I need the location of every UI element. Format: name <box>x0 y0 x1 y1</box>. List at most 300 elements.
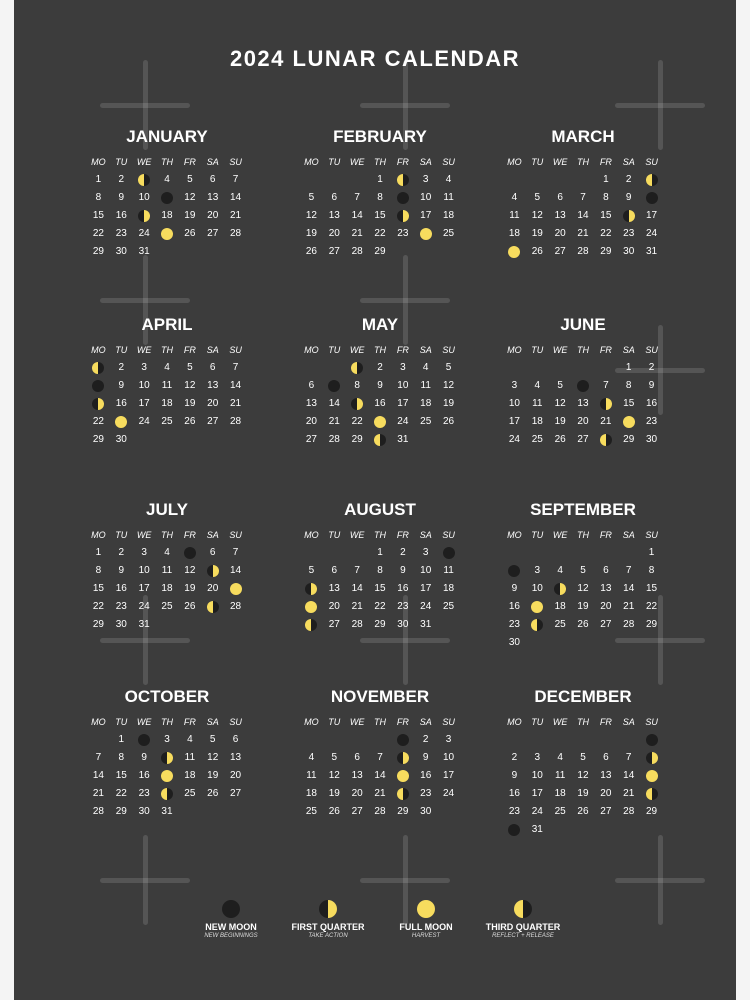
day-cell: 21 <box>230 398 242 409</box>
day-cell: 6 <box>331 565 338 576</box>
day-cell: 1 <box>603 174 609 185</box>
day-cell: 25 <box>443 228 455 239</box>
empty-cell <box>549 731 572 749</box>
day-cell: 11 <box>161 380 173 391</box>
empty-cell <box>300 171 323 189</box>
day-cell: 6 <box>354 752 360 763</box>
weekday-header: SU <box>442 345 455 355</box>
day-cell: 3 <box>534 565 541 576</box>
day-cell: 16 <box>420 770 432 781</box>
day-cell: 9 <box>141 752 147 763</box>
weekday-header: TH <box>160 345 173 355</box>
day-cell: 29 <box>92 246 104 257</box>
month-grid <box>300 341 460 449</box>
day-cell: 17 <box>138 398 150 409</box>
empty-cell <box>549 359 572 377</box>
day-cell: 12 <box>207 752 219 763</box>
weekday-header: WE <box>136 530 152 540</box>
month-grid <box>503 341 663 449</box>
day-cell: 28 <box>374 806 386 817</box>
first-moon-icon <box>92 398 104 410</box>
day-cell: 26 <box>577 806 589 817</box>
day-cell: 13 <box>600 770 612 781</box>
day-cell: 5 <box>187 174 193 185</box>
day-cell: 2 <box>422 734 429 745</box>
month-august <box>300 500 460 634</box>
day-cell: 4 <box>164 362 170 373</box>
first-moon-icon <box>397 210 409 222</box>
empty-cell <box>572 171 595 189</box>
month-february <box>300 127 460 261</box>
weekday-header: SA <box>206 717 219 727</box>
day-cell: 9 <box>118 380 125 391</box>
day-cell: 4 <box>422 362 429 373</box>
day-cell: 16 <box>115 210 127 221</box>
day-cell: 10 <box>397 380 409 391</box>
first-moon-icon <box>623 210 635 222</box>
day-cell: 20 <box>328 601 340 612</box>
day-cell: 7 <box>232 362 239 373</box>
weekday-header: SA <box>206 345 219 355</box>
empty-cell <box>526 544 549 562</box>
day-cell: 25 <box>420 416 432 427</box>
day-cell: 30 <box>646 434 658 445</box>
day-cell: 10 <box>138 565 150 576</box>
day-cell: 6 <box>209 174 216 185</box>
day-cell: 15 <box>374 210 386 221</box>
day-cell: 27 <box>328 246 340 257</box>
day-cell: 12 <box>531 210 543 221</box>
day-cell: 17 <box>508 416 520 427</box>
month-october <box>87 687 247 821</box>
weekday-header: WE <box>349 345 365 355</box>
day-cell-moon <box>503 562 526 580</box>
day-cell: 6 <box>209 547 216 558</box>
day-cell: 29 <box>600 246 612 257</box>
empty-cell <box>549 171 572 189</box>
day-cell: 23 <box>623 228 635 239</box>
day-cell: 31 <box>138 246 150 257</box>
day-cell: 31 <box>161 806 173 817</box>
day-cell: 25 <box>161 416 173 427</box>
day-cell: 19 <box>554 416 566 427</box>
first-moon-icon <box>305 583 317 595</box>
day-cell: 13 <box>577 398 589 409</box>
day-cell: 10 <box>508 398 520 409</box>
weekday-header: MO <box>91 157 106 167</box>
first-moon-icon <box>554 583 566 595</box>
month-january <box>87 127 247 261</box>
day-cell: 3 <box>511 380 518 391</box>
new-moon-icon <box>328 380 340 392</box>
weekday-header: FR <box>396 345 409 355</box>
weekday-header: FR <box>183 717 196 727</box>
day-cell-moon <box>178 544 201 562</box>
day-cell: 31 <box>646 246 658 257</box>
day-cell: 17 <box>646 210 658 221</box>
weekday-header: TH <box>160 717 173 727</box>
day-cell-moon <box>156 785 179 803</box>
day-cell: 19 <box>531 228 543 239</box>
empty-cell <box>323 544 346 562</box>
day-cell: 3 <box>534 752 541 763</box>
day-cell: 23 <box>138 788 150 799</box>
day-cell: 30 <box>115 434 127 445</box>
empty-cell <box>503 544 526 562</box>
day-cell: 28 <box>577 246 589 257</box>
day-cell: 30 <box>623 246 635 257</box>
day-cell: 17 <box>443 770 455 781</box>
day-cell: 26 <box>443 416 455 427</box>
weekday-header: MO <box>507 530 522 540</box>
day-cell: 31 <box>138 619 150 630</box>
day-cell: 4 <box>534 380 541 391</box>
month-grid <box>300 153 460 261</box>
day-cell: 13 <box>230 752 242 763</box>
day-cell: 4 <box>164 174 170 185</box>
day-cell: 27 <box>600 619 612 630</box>
day-cell: 10 <box>531 770 543 781</box>
day-cell: 29 <box>374 246 386 257</box>
month-grid <box>87 526 247 634</box>
day-cell: 12 <box>554 398 566 409</box>
day-cell: 1 <box>377 547 383 558</box>
legend-sublabel: REFLECT + RELEASE <box>492 933 554 939</box>
day-cell-moon <box>133 207 156 225</box>
day-cell: 13 <box>207 380 219 391</box>
weekday-header: MO <box>304 157 319 167</box>
day-cell: 9 <box>400 565 406 576</box>
legend-sublabel: TAKE ACTION <box>308 933 348 939</box>
day-cell: 6 <box>603 565 609 576</box>
day-cell: 15 <box>646 583 658 594</box>
weekday-header: SA <box>419 717 432 727</box>
weekday-header: TU <box>531 157 544 167</box>
day-cell: 21 <box>351 601 363 612</box>
day-cell: 1 <box>95 174 102 185</box>
decorative-cross-bar <box>143 835 148 925</box>
day-cell: 5 <box>580 565 586 576</box>
day-cell: 17 <box>531 788 543 799</box>
day-cell: 14 <box>351 583 363 594</box>
day-cell: 19 <box>577 601 589 612</box>
day-cell: 20 <box>577 416 589 427</box>
day-cell: 29 <box>351 434 363 445</box>
decorative-cross-bar <box>658 835 663 925</box>
weekday-header: SU <box>442 530 455 540</box>
weekday-header: TH <box>576 345 589 355</box>
weekday-header: MO <box>304 345 319 355</box>
empty-cell <box>300 731 323 749</box>
day-cell-moon <box>640 189 663 207</box>
day-cell: 24 <box>138 601 150 612</box>
day-cell: 6 <box>209 362 216 373</box>
day-cell: 11 <box>420 380 431 391</box>
weekday-header: WE <box>552 345 568 355</box>
first-moon-icon <box>319 900 337 918</box>
third-moon-icon <box>600 434 612 446</box>
empty-cell <box>572 359 595 377</box>
weekday-header: TH <box>160 157 173 167</box>
weekday-header: TU <box>328 345 341 355</box>
weekday-header: WE <box>552 530 568 540</box>
day-cell: 21 <box>230 210 242 221</box>
full-moon-icon <box>508 246 520 258</box>
month-grid <box>503 153 663 261</box>
new-moon-icon <box>222 900 240 918</box>
empty-cell <box>594 544 617 562</box>
third-moon-icon <box>161 788 173 800</box>
weekday-header: SU <box>229 157 242 167</box>
weekday-header: MO <box>304 530 319 540</box>
first-moon-icon <box>646 752 658 764</box>
day-cell-moon <box>87 395 110 413</box>
day-cell: 16 <box>508 788 520 799</box>
empty-cell <box>323 171 346 189</box>
day-cell: 19 <box>577 788 589 799</box>
day-cell: 3 <box>422 174 429 185</box>
day-cell: 20 <box>554 228 566 239</box>
day-cell: 10 <box>420 192 432 203</box>
day-cell: 18 <box>443 583 455 594</box>
legend-label: FIRST QUARTER <box>291 922 365 932</box>
weekday-header: MO <box>507 717 522 727</box>
day-cell: 12 <box>305 210 317 221</box>
day-cell: 7 <box>603 380 609 391</box>
day-cell: 11 <box>161 565 173 576</box>
day-cell: 1 <box>118 734 125 745</box>
day-cell: 31 <box>397 434 409 445</box>
day-cell: 23 <box>420 788 432 799</box>
day-cell-moon <box>201 598 224 616</box>
full-moon-icon <box>623 416 635 428</box>
day-cell: 22 <box>374 228 386 239</box>
day-cell: 3 <box>141 547 147 558</box>
day-cell: 25 <box>554 619 566 630</box>
day-cell: 29 <box>623 434 635 445</box>
weekday-header: MO <box>304 717 319 727</box>
day-cell: 7 <box>95 752 102 763</box>
day-cell-moon <box>437 544 460 562</box>
day-cell-moon <box>300 598 323 616</box>
month-september <box>503 500 663 652</box>
day-cell: 2 <box>511 752 518 763</box>
first-moon-icon <box>207 565 219 577</box>
day-cell: 24 <box>420 601 432 612</box>
day-cell: 29 <box>374 619 386 630</box>
weekday-header: MO <box>91 717 106 727</box>
weekday-header: TH <box>373 717 386 727</box>
day-cell: 28 <box>351 246 363 257</box>
day-cell-moon <box>640 749 663 767</box>
day-cell: 16 <box>374 398 386 409</box>
day-cell: 13 <box>328 210 340 221</box>
day-cell: 8 <box>95 192 102 203</box>
day-cell: 23 <box>646 416 658 427</box>
full-moon-icon <box>646 770 658 782</box>
third-moon-icon <box>646 788 658 800</box>
day-cell: 14 <box>623 770 635 781</box>
day-cell: 12 <box>577 583 589 594</box>
weekday-header: TH <box>373 345 386 355</box>
month-grid <box>503 713 663 839</box>
day-cell: 14 <box>230 380 242 391</box>
first-moon-icon <box>161 752 173 764</box>
day-cell: 7 <box>377 752 383 763</box>
day-cell: 3 <box>445 734 452 745</box>
day-cell: 23 <box>397 601 409 612</box>
day-cell: 22 <box>92 228 104 239</box>
third-moon-icon <box>531 619 543 631</box>
day-cell: 2 <box>648 362 655 373</box>
day-cell: 27 <box>351 806 363 817</box>
day-cell: 7 <box>625 565 632 576</box>
weekday-header: WE <box>136 157 152 167</box>
full-moon-icon <box>420 228 432 240</box>
day-cell: 24 <box>508 434 520 445</box>
day-cell: 13 <box>305 398 317 409</box>
first-moon-icon <box>138 210 150 222</box>
day-cell: 30 <box>138 806 150 817</box>
day-cell-moon <box>640 767 663 785</box>
day-cell: 20 <box>207 583 219 594</box>
new-moon-icon <box>397 734 409 746</box>
day-cell: 24 <box>138 416 150 427</box>
day-cell: 5 <box>187 362 193 373</box>
day-cell: 28 <box>623 806 635 817</box>
weekday-header: TU <box>328 157 341 167</box>
day-cell: 6 <box>331 192 338 203</box>
day-cell: 16 <box>115 398 127 409</box>
day-cell: 26 <box>305 246 317 257</box>
new-moon-icon <box>161 192 173 204</box>
day-cell: 2 <box>377 362 383 373</box>
day-cell: 27 <box>577 434 589 445</box>
day-cell: 6 <box>232 734 239 745</box>
month-title: NOVEMBER <box>330 687 430 706</box>
month-grid <box>87 341 247 449</box>
day-cell-moon <box>549 580 572 598</box>
weekday-header: TU <box>115 157 128 167</box>
day-cell: 9 <box>511 583 518 594</box>
day-cell: 12 <box>184 565 196 576</box>
day-cell: 7 <box>354 565 360 576</box>
day-cell-moon <box>640 785 663 803</box>
day-cell: 11 <box>443 192 454 203</box>
day-cell: 29 <box>92 619 104 630</box>
weekday-header: SA <box>419 345 432 355</box>
month-title: JUNE <box>560 315 606 334</box>
day-cell: 22 <box>374 601 386 612</box>
weekday-header: TU <box>531 345 544 355</box>
weekday-header: SU <box>645 157 658 167</box>
day-cell: 18 <box>554 788 566 799</box>
day-cell: 19 <box>305 228 317 239</box>
third-moon-icon <box>397 788 409 800</box>
day-cell: 24 <box>443 788 455 799</box>
day-cell: 18 <box>420 398 432 409</box>
day-cell-moon <box>617 413 640 431</box>
day-cell: 30 <box>115 619 127 630</box>
day-cell: 3 <box>164 734 170 745</box>
day-cell-moon <box>526 616 549 634</box>
day-cell: 9 <box>118 192 125 203</box>
weekday-header: FR <box>396 157 409 167</box>
day-cell: 28 <box>351 619 363 630</box>
day-cell: 21 <box>623 601 635 612</box>
day-cell: 28 <box>230 416 242 427</box>
day-cell-moon <box>617 207 640 225</box>
day-cell: 21 <box>92 788 104 799</box>
day-cell: 25 <box>554 806 566 817</box>
month-title: JANUARY <box>126 127 208 146</box>
day-cell: 11 <box>509 210 520 221</box>
weekday-header: SU <box>229 530 242 540</box>
day-cell: 20 <box>600 601 612 612</box>
weekday-header: TU <box>531 717 544 727</box>
weekday-header: TH <box>576 717 589 727</box>
day-cell: 20 <box>230 770 242 781</box>
month-june <box>503 315 663 449</box>
day-cell: 16 <box>508 601 520 612</box>
day-cell: 14 <box>623 583 635 594</box>
third-moon-icon <box>397 174 409 186</box>
day-cell: 23 <box>115 601 127 612</box>
month-title: MAY <box>361 315 399 334</box>
weekday-header: TH <box>373 530 386 540</box>
full-moon-icon <box>397 770 409 782</box>
day-cell: 25 <box>531 434 543 445</box>
day-cell: 21 <box>623 788 635 799</box>
day-cell-moon <box>503 821 526 839</box>
day-cell: 2 <box>400 547 406 558</box>
day-cell: 17 <box>420 583 432 594</box>
day-cell: 4 <box>511 192 518 203</box>
day-cell: 5 <box>580 752 586 763</box>
day-cell: 8 <box>118 752 125 763</box>
month-title: SEPTEMBER <box>530 500 636 519</box>
day-cell: 22 <box>600 228 612 239</box>
month-april <box>87 315 247 449</box>
day-cell: 21 <box>374 788 386 799</box>
day-cell: 10 <box>531 583 543 594</box>
empty-cell <box>526 359 549 377</box>
third-moon-icon <box>138 174 150 186</box>
day-cell: 27 <box>600 806 612 817</box>
weekday-header: SA <box>206 157 219 167</box>
month-title: OCTOBER <box>124 687 210 706</box>
weekday-header: TH <box>576 157 589 167</box>
new-moon-icon <box>138 734 150 746</box>
day-cell: 9 <box>648 380 655 391</box>
day-cell: 20 <box>207 210 219 221</box>
empty-cell <box>300 359 323 377</box>
full-moon-icon <box>305 601 317 613</box>
month-july <box>87 500 247 634</box>
weekday-header: FR <box>183 157 196 167</box>
weekday-header: SU <box>442 157 455 167</box>
day-cell: 4 <box>164 547 170 558</box>
month-may <box>300 315 460 449</box>
day-cell: 15 <box>92 210 104 221</box>
day-cell-moon <box>391 785 414 803</box>
day-cell: 2 <box>118 547 125 558</box>
day-cell: 6 <box>557 192 563 203</box>
day-cell: 9 <box>422 752 429 763</box>
day-cell: 14 <box>328 398 340 409</box>
day-cell-moon <box>133 171 156 189</box>
full-moon-icon <box>115 416 127 428</box>
